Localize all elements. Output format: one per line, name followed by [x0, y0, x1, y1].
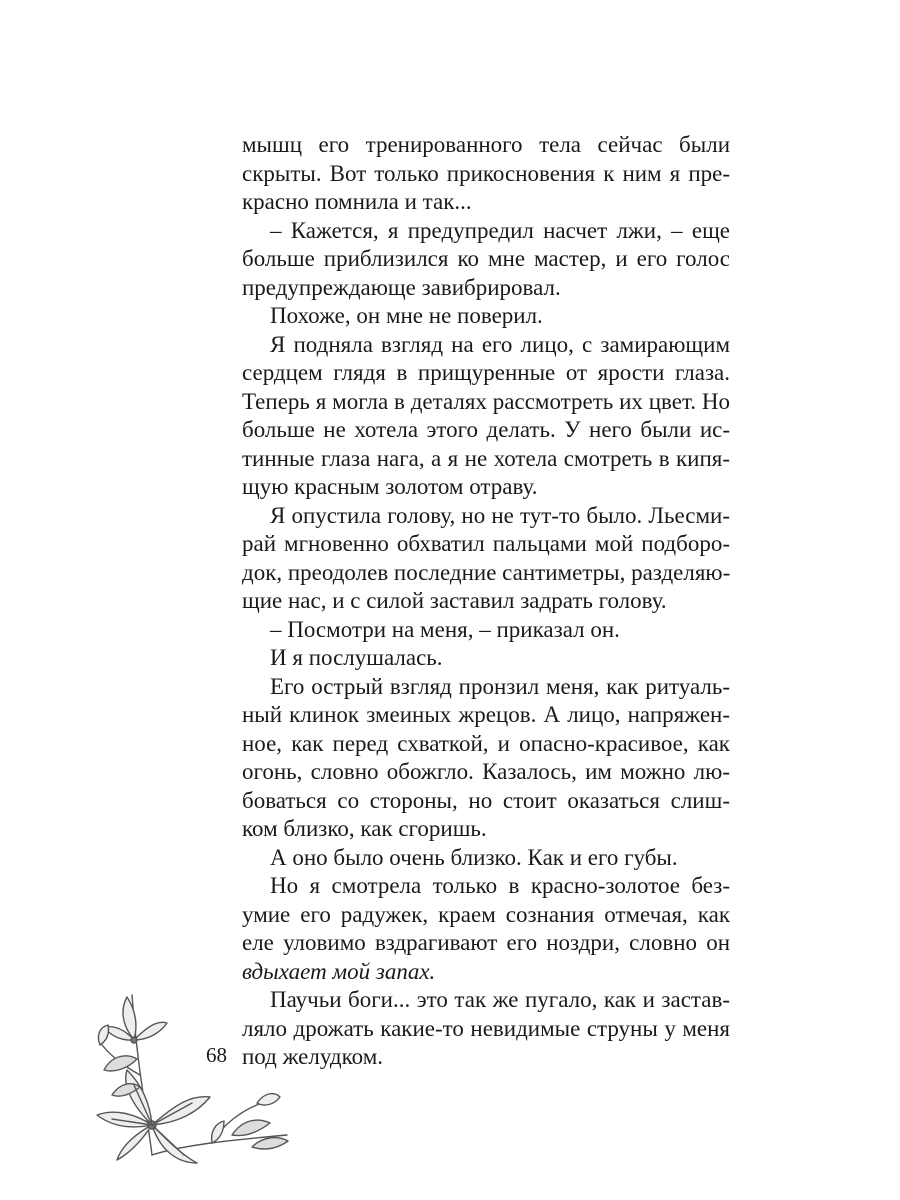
text-line: ком близко, как сгоришь.	[242, 816, 487, 841]
text-line: умие его радужек, краем сознания отмечая, как	[242, 901, 730, 927]
text-line: – Кажется, я предупредил насчет лжи, – еще	[270, 217, 730, 243]
floral-ornament-icon	[92, 985, 292, 1170]
text-line: боваться со стороны, но стоит оказаться слиш-	[242, 787, 730, 813]
text-line: мышц его тренированного тела сейчас были	[242, 132, 730, 157]
text-line: ный клинок змеиных жрецов. А лицо, напряжен-	[242, 702, 730, 727]
text-line: огонь, словно обожгло. Казалось, им можно лю-	[242, 759, 730, 784]
text-line: А оно было очень близко. Как и его губы.	[270, 844, 678, 870]
text-line: Но я смотрела только в красно-золотое без-	[270, 873, 730, 898]
text-line: Похоже, он мне не поверил.	[270, 303, 543, 328]
text-line: щую красным золотом отраву.	[242, 474, 538, 499]
text-line: рай мгновенно обхватил пальцами мой подборо-	[242, 531, 730, 556]
text-line: ляло дрожать какие-то невидимые струны у меня	[242, 1015, 730, 1041]
text-line: Его острый взгляд пронзил меня, как ритуаль-	[270, 673, 730, 699]
text-line: предупреждающе завибрировал.	[242, 274, 561, 300]
text-line-italic: вдыхает мой запах.	[242, 958, 436, 984]
text-line: И я послушалась.	[270, 645, 443, 670]
text-line: тинные глаза нага, а я не хотела смотреть в кипя-	[242, 445, 730, 471]
text-line: Я подняла взгляд на его лицо, с замирающим	[270, 331, 730, 357]
text-line: скрыты. Вот только прикосновения к ним я пре-	[242, 160, 730, 186]
text-line: ное, как перед схваткой, и опасно-красивое, как	[242, 730, 730, 756]
text-line: еле уловимо вздрагивают его ноздри, словно он	[242, 930, 730, 955]
page-number: 68	[206, 1043, 227, 1067]
text-line: Я опустила голову, но не тут-то было. Льесми-	[270, 502, 730, 528]
text-line: больше приблизился ко мне мастер, и его голос	[242, 246, 730, 271]
text-line: Теперь я могла в деталях рассмотреть их цвет. Но	[242, 388, 730, 414]
page-text	[242, 131, 730, 1072]
text-line: щие нас, и с силой заставил задрать голову.	[242, 588, 667, 613]
text-line: красно помнила и так...	[242, 189, 472, 214]
text-line: сердцем глядя в прищуренные от ярости глаза.	[242, 360, 730, 385]
text-line: больше не хотела этого делать. У него были ис-	[242, 417, 730, 442]
text-line: док, преодолев последние сантиметры, разделяю-	[242, 559, 731, 585]
text-line: под желудком.	[242, 1044, 383, 1069]
text-line: Паучьи боги... это так же пугало, как и застав-	[270, 987, 730, 1012]
text-line: – Посмотри на меня, – приказал он.	[270, 616, 620, 642]
